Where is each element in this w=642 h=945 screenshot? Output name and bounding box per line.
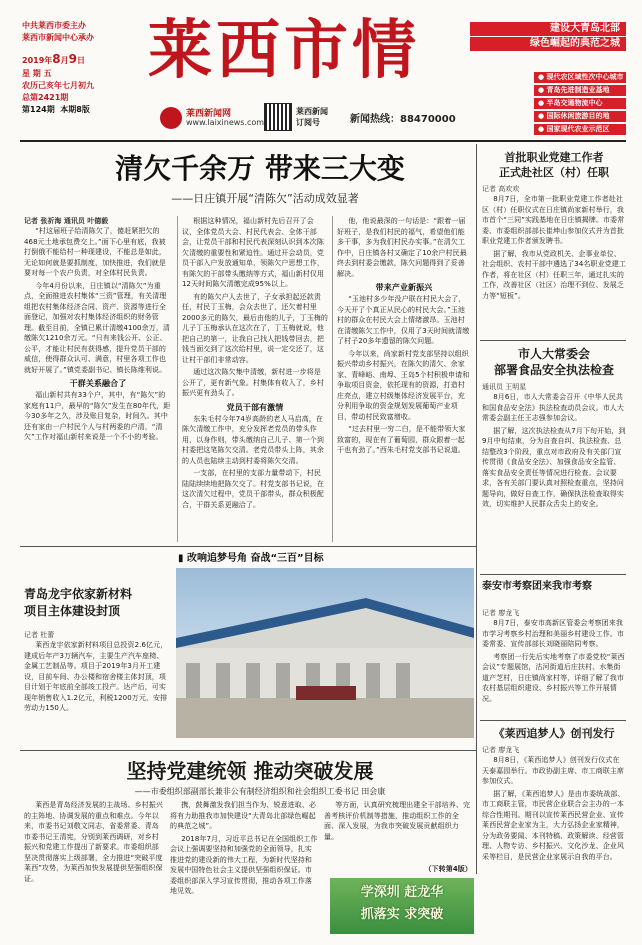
- paragraph: 2018年7月，习近平总书记在全国组织工作会议上强调要坚持和加强党的全面领导，扎实推进党的建设新的伟大工程，为新时代坚持和发展中国特色社会主义提供坚强组织保证。市委组织部深入学习宣传贯彻，推动各项工作落地见效。: [170, 834, 318, 895]
- masthead-divider: [20, 140, 626, 142]
- lead-col3-subhead: 带来产业新振兴: [375, 283, 433, 292]
- bottom-column-1: [24, 800, 164, 930]
- right-story-1: [482, 150, 626, 344]
- right-story-3-headline: 泰安市考察团来我市考察: [482, 581, 592, 592]
- paragraph: 莱西是青岛经济发展的主战场、乡村振兴的主阵地、协调发展的重点和难点。今年以来，市委书记刘敬文同志，省委常委、青岛市委书记王清宪，分别到莱西调研，对乡村振兴和党建工作提出了新要求。市委组织部坚决贯彻落实上级部署，全力推进“突破平度莱西”攻势，为莱西加快发展提供坚强组织保证。: [24, 801, 163, 883]
- right-story-3: [482, 580, 626, 734]
- continued-note: （下转第4版）: [424, 865, 472, 873]
- issue-numbers: 第124期 本期8版: [22, 105, 90, 114]
- paragraph: 通过这次陈欠集中清缴，新村进一步将是公开了，更有新气象。村集体有收入了，乡村振兴更有劲头了。: [182, 368, 324, 397]
- paragraph: 福山新村共有33个户，其中，有“陈欠”的家庭有11户，最早的“陈欠”发生在80年代，距今30多年之久，涉及账目复杂，时间久。其中还有家由一户村民个人与村两委的户清，“清欠”工作对福山新村来说是一个不小的考验。: [24, 391, 171, 441]
- issue-date: 2019年8月9日: [22, 52, 85, 66]
- promo-bullets: [534, 72, 626, 137]
- lunar-date: 农历己亥年七月初九: [22, 81, 94, 90]
- newspaper-title: 莱西市情: [148, 13, 420, 88]
- paragraph: 等方面，认真研究梳理出建全干部培养、完善考核评价机制等措施，推动组织工作的全面、深入发展，为我市突破发展贡献组织力量。: [324, 801, 471, 841]
- site-logo-icon: [160, 107, 182, 129]
- paragraph: 莱西龙宇依家新材料项目总投资2.6亿元，建成后年产3万辆汽车，主要生产汽车座椅、金属工艺制品等。项目于2019年3月开工建设，目前车间、办公楼和宿舍楼主体封顶，项目计划于年底前全部竣工投产。达产后，可实现年销售收入1.2亿元，利税1200万元，安排劳动力150人。: [24, 641, 168, 712]
- lead-subhead: ——日庄镇开展“清陈欠”活动成效显著: [171, 192, 359, 205]
- site-name: 莱西新闻网: [186, 109, 232, 119]
- bottom-slogan-line1: 学深圳 赶龙华: [360, 885, 444, 900]
- paragraph: 据了解，这次执法检查从7月下旬开始，到9月中旬结束，分为自查自纠、执法检查、总结整改3个阶段，重点对市政府及有关部门宣传贯彻《食品安全法》、加强食品安全监管、落实食品安全责任等情况进行检查。会议要求，各有关部门要认真对照检查重点，坚持问题导向，做好自查工作，确保执法检查取得实效，切实维护人民群众舌尖上的安全。: [482, 426, 626, 508]
- paragraph: “玉池村多少年没户联在村民大会了，今天开了个真正从民心的村民大会。”玉池村的群众在村民大会上情绪激昂。玉池村在清缴陈欠工作中，仅用了3天时间就清缴了村子20多年遗留的陈欠问题。: [337, 295, 470, 345]
- bottom-slogan-line2: 抓落实 求突破: [360, 907, 444, 922]
- paragraph: 8月7日，泰安市高新区管委会考察团来我市学习考察乡村治理和美丽乡村建设工作。市委常委、宣传部部长刘晓丽陪同考察。: [482, 619, 624, 648]
- right-story-4: [482, 726, 626, 935]
- right-story-2-byline: 通讯员 王明星: [482, 383, 527, 391]
- paragraph: 据了解，我市从党政机关、企事业单位、社会组织、农村干部中遴选了34名职业党建工作者，将在社区（村）任职三年，通过扎实的工作，改善社区（社区）治理不到位、发展乏力等“短板”。: [482, 249, 626, 300]
- promo-bullet: ● 半岛交通物流中心: [534, 98, 626, 109]
- slogan-line1: 建设大青岛北部: [470, 22, 626, 36]
- right-divider: [480, 720, 626, 721]
- paragraph: 有的陈欠户人去世了，子女承担起还款责任，村民丁玉梅，会众去世了，还欠着村里2000多元的陈欠，最后由他的儿子，丁玉梅的儿子丁玉梅承认在这次在了，丁玉梅就说，他把自己的第一，让我自己找人把钱带回去，把钱当面交到了这次给村里，说一定交还了，这让村干部们非常动容。: [182, 292, 328, 364]
- paragraph: 他，他说最深的一句话是：“跟着一届好班子，是我们村民的福气，希望他们能多干事，多为我们村民办实事。”在清欠工作中，日庄镇各村又确定了10余户村民最终去到村委会缴款，陈欠问题得到了妥善解决。: [337, 217, 467, 278]
- promo-bullet: ● 国家现代农业示范区: [534, 124, 626, 135]
- right-story-1-byline: 记者 高欢欢: [482, 185, 520, 193]
- right-story-2: [482, 346, 626, 560]
- paragraph: “过去村里一穷二白，是不能带领大家致富的，现在有了葡萄园，群众跟着一起干也有劲了。”西朱毛村党支部书记说道。: [337, 425, 466, 454]
- right-story-2-headline: 市人大常委会 部署食品安全执法检查: [493, 347, 614, 377]
- paragraph: 携，鼓舞激发我们担当作为、锐意进取、必将有力助推我市加快建设“大青岛北部绿色崛起的典范之城”。: [170, 801, 317, 830]
- factory-photo-graphic: [176, 568, 474, 738]
- masthead-info: [22, 20, 142, 116]
- paragraph: “村这届班子给清陈欠了，傻赶紧把欠的468元土地承包费交上。”面下心里有底，我被打倒俄不能给村一种现建设，不能总是如此，无论如何就是要抓制度，加快推进，我们就是要对每一个农户负责，对全体村民负责。: [24, 227, 166, 277]
- paragraph: 今年4月份以来，日庄镇以“清陈欠”为重点，全面推进农村集体“三资”管理，有关清理组把农村集体经济合同、资产、资源等进行全面登记，加强对农村集体经济组织的财务管理。截至目前，全镇已累计清缴4100余万，清缴陈欠1210余万元。“只有来钱公开、公正、公平，才能让村民有获得感，提升党员干部的威信，使得群众认可、满意，村里各项工作也就好开展了。”镇党委副书记、镇长陈维利说。: [24, 281, 171, 374]
- right-story-2-body: [482, 392, 626, 560]
- lead-col2-subhead: 党员干部有激情: [226, 402, 284, 412]
- promo-bullet: ● 青岛先进制造业基地: [534, 85, 626, 96]
- wechat-label: 莱西新闻 订阅号: [296, 107, 328, 127]
- site-url[interactable]: www.laixinews.com: [186, 118, 265, 127]
- bottom-slogan-banner: [330, 878, 474, 934]
- paragraph: 8月6日，市人大常委会召开《中华人民共和国食品安全法》执法检查动员会议。市人大常委会副主任王志强参加会议。: [482, 393, 624, 422]
- right-story-4-body: [482, 755, 626, 935]
- paragraph: 根据这种情况，福山新村先后召开了会议，全体党员大会、村民代表会、全体干部会，让党员干部和村民代表深刻认识到本次陈欠清缴的重要性和紧迫性。通过开会动员，党员干部入户发放通知单，领陈欠户思想工作，有陈欠的干部带头缴纳等方式，福山新村仅用12天时间陈欠清缴完成95%以上。: [182, 217, 324, 288]
- factory-photo: [176, 568, 474, 738]
- column-divider: [177, 216, 178, 542]
- bottom-column-2: [170, 800, 318, 930]
- right-story-1-headline: 首批职业党建工作者 正式赴社区（村）任职: [499, 151, 609, 179]
- issue-total: 总第2421期: [22, 93, 69, 102]
- left-sub-body: [24, 640, 170, 738]
- right-story-4-headline: 《莱西追梦人》创刊发行: [493, 727, 615, 740]
- hotline: 新闻热线：88470000: [350, 114, 456, 125]
- lead-col1-subhead: 干群关系融合了: [69, 379, 127, 388]
- paragraph: 考察团一行先后实地考察了市委党校“莱西会议”专题展馆，沽河街道后庄扶村、水集街道产芝村，日庄镇尚家村等，详细了解了我市农村基层组织建设、乡村振兴等工作开展情况。: [482, 652, 625, 703]
- right-divider: [480, 340, 626, 341]
- right-story-1-body: [482, 194, 626, 344]
- weekday: 星 期 五: [22, 69, 52, 78]
- right-story-4-byline: 记者 廖龙飞: [482, 746, 520, 754]
- publisher-line2: 莱西市新闻中心承办: [22, 33, 94, 42]
- site-logo: [160, 104, 265, 134]
- lead-headline: 清欠千余万 带来三大变: [115, 152, 405, 185]
- promo-bullet: ● 现代农区域性次中心城市: [534, 72, 626, 83]
- left-sub-story: [24, 586, 170, 738]
- paragraph: 据了解，《莱西追梦人》是由市委统战部、市工商联主管，市民营企业联合会主办的一本综合性期刊。期刊以宣传莱西民营企业、宣传莱西民营企业家为主，大力弘扬企业家精神，分为政务要闻、本刊特稿、政策解读、经营管理、人物专访、乡村振兴、文化沙龙、企业风采等栏目，是民营企业家展示自我的平台。: [482, 789, 625, 861]
- paragraph: 一支部，在村里的支部力量带动下，村民陆陆续续地把陈欠交了。村党支部书记说，在这次清欠过程中，党员干部带头，群众积极配合，干群关系更融洽了。: [182, 469, 324, 509]
- right-story-3-byline: 记者 廖龙飞: [482, 609, 520, 617]
- publisher-line1: 中共莱西市委主办: [22, 21, 86, 30]
- photo-caption: ▮ 改响追梦号角 奋战“三百”目标: [178, 553, 324, 564]
- section-divider: [20, 546, 476, 547]
- right-divider: [480, 574, 626, 575]
- lead-column-2: [182, 216, 328, 544]
- paragraph: 8月8日，《莱西追梦人》创刊发行仪式在天泰嘉园举行。市政协副主席、市工商联主席参加仪式。: [482, 756, 624, 785]
- slogan-line2: 绿色崛起的典范之城: [470, 37, 626, 51]
- paragraph: 今年以来，尚家新村党支部坚持以组织振兴带动乡村振兴，在陈欠的清欠、余家家、青峰峪、南埠、王岛5个村积极申请和争取项目资金，依托现有的资源，打造村庄亮点，建立村级集体经济发展平台，充分利用争取的资金规划发展葡萄产业项目，带动村民致富增收。: [337, 349, 470, 421]
- bottom-subhead: ——市委组织部副部长兼非公有制经济组织和社会组织工委书记 田会康: [134, 787, 386, 796]
- qr-code-icon: [265, 104, 291, 130]
- lead-byline: 记者 张祈海 通讯员 叶德毅: [24, 217, 109, 225]
- slogan-banner: [470, 22, 626, 51]
- bottom-column-3: [324, 800, 472, 862]
- lead-column-3: [337, 216, 471, 544]
- lead-column-1: [24, 226, 172, 544]
- left-sub-headline: 青岛龙宇依家新材料 项目主体建设封顶: [24, 587, 133, 618]
- right-story-3-body: [482, 618, 626, 734]
- promo-bullet: ● 国际休闲旅游目的地: [534, 111, 626, 122]
- section-divider: [476, 144, 477, 874]
- column-divider: [332, 216, 333, 542]
- paragraph: 8月7日，全市第一批职业党建工作者赴社区（村）任职仪式在日庄镇尚家新村举行，我市首个“三同”实践基地在日庄镇揭牌。市委常委、市委组织部部长崔坤山参加仪式并为首批职业党建工作者颁发聘书。: [482, 195, 625, 245]
- section-divider: [20, 750, 476, 751]
- bottom-headline: 坚持党建统领 推动突破发展: [126, 759, 374, 783]
- paragraph: 东朱毛村今年74岁高龄的老人马启高，在陈欠清缴工作中，充分发挥老党员的带头作用，以身作则，带头缴纳自己儿子、第一个到村委把这笔陈欠交清。老党员带头上阵，其余的人员也陆续主动到村委将陈欠交清。: [182, 414, 324, 465]
- left-sub-byline: 记者 杜蕾: [24, 631, 55, 639]
